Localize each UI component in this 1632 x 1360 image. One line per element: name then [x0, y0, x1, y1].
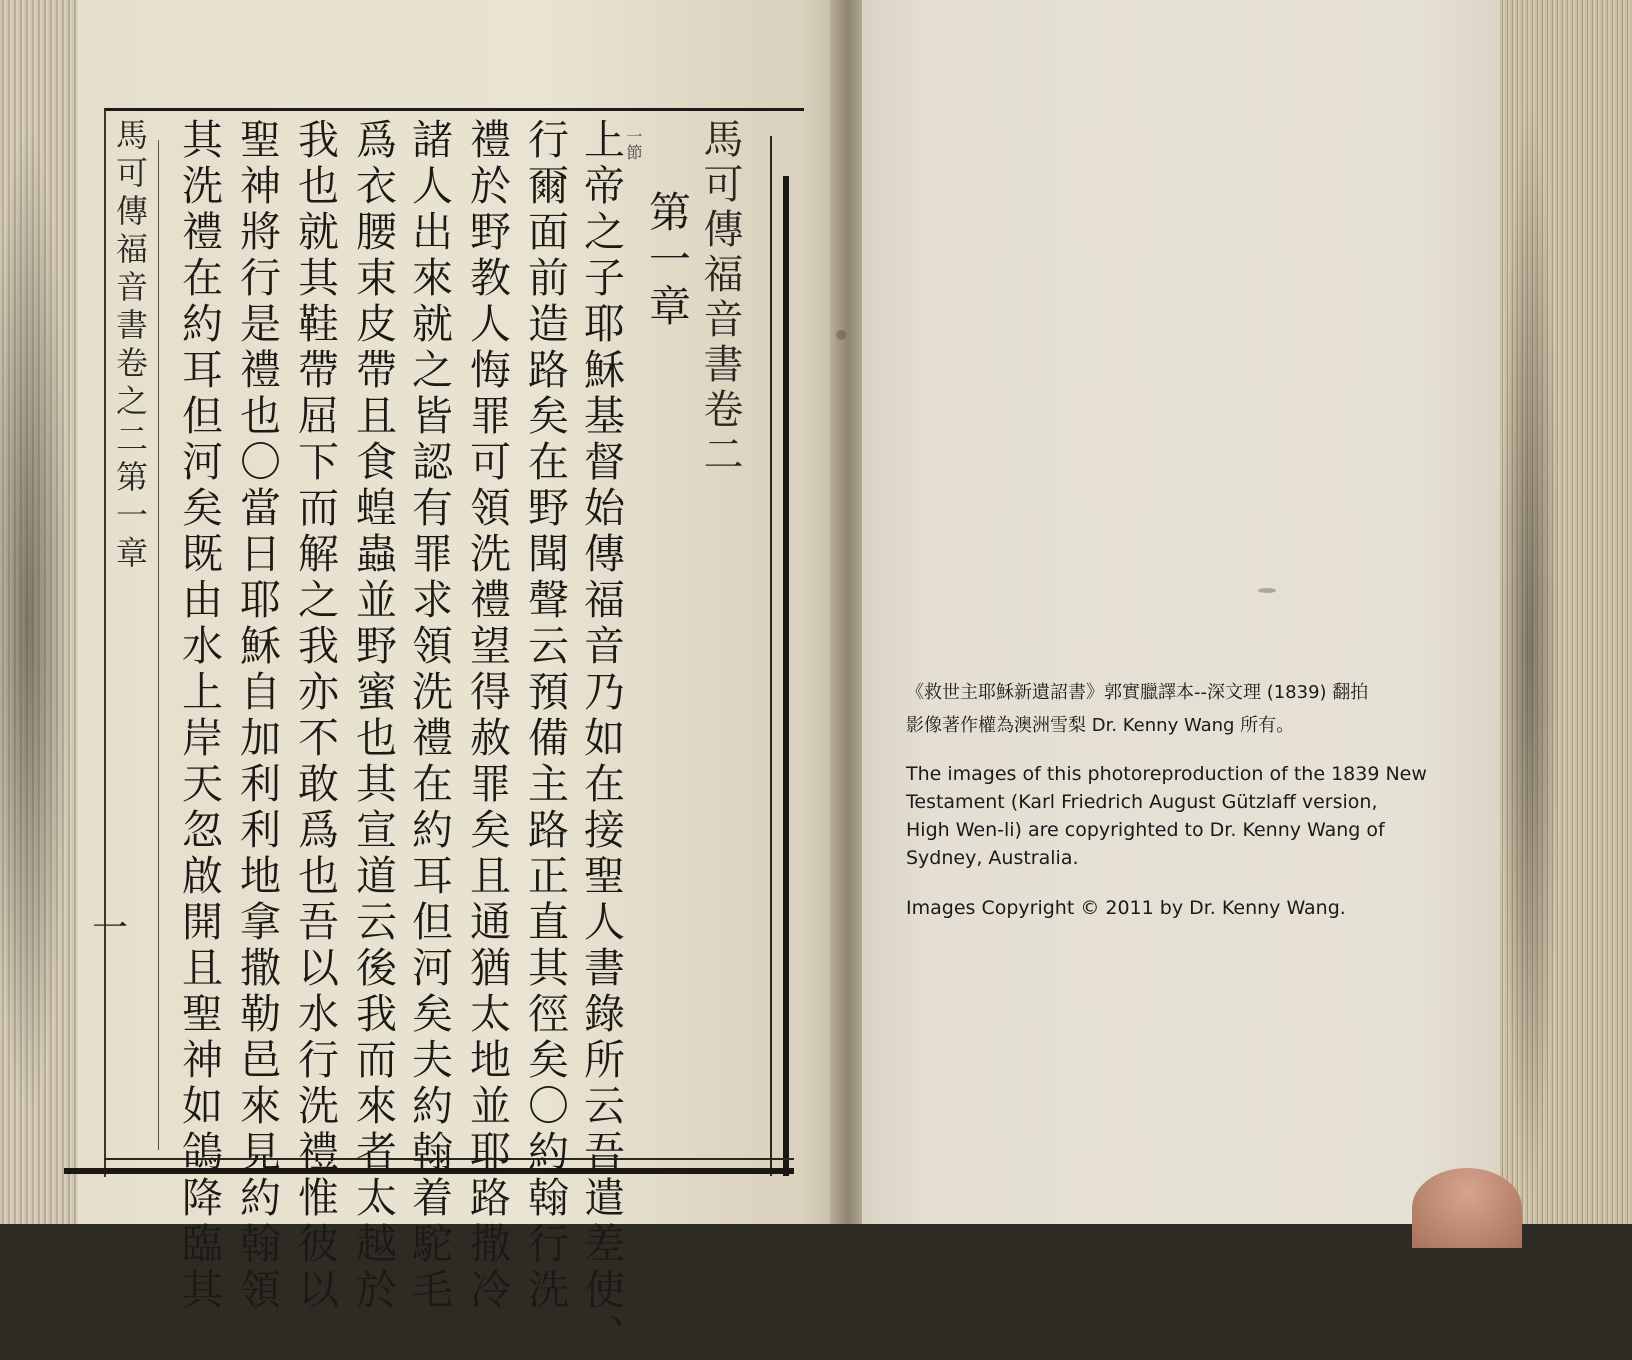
text-column-5: 爲衣腰束皮帶且食蝗蟲並野蜜也其宣道云後我而來者太越於 [349, 118, 397, 1314]
text-column-4: 諸人出來就之皆認有罪求領洗禮在約耳但河矣夫約翰着駝毛 [405, 118, 453, 1314]
section-marker: 一節 [624, 128, 643, 160]
text-column-7: 聖神將行是禮也〇當日耶穌自加利利地拿撒勒邑來見約翰領 [233, 118, 281, 1314]
right-edge-shadow [1500, 100, 1560, 1200]
copyright-notice [906, 676, 1486, 922]
notice-en-line-2: Testament (Karl Friedrich August Gützlaff version, [906, 791, 1378, 813]
margin-title-column: 馬可傳福音書卷之二第一章 [111, 118, 149, 574]
page-blemish [1258, 588, 1276, 593]
page-folio: 一 [92, 908, 129, 949]
notice-en-line-4: Sydney, Australia. [906, 847, 1079, 869]
copyright-line: Images Copyright © 2011 by Dr. Kenny Wang. [906, 897, 1346, 919]
text-column-3: 禮於野教人悔罪可領洗禮望得赦罪矣且通猶太地並耶路撒冷 [463, 118, 511, 1314]
print-frame-right-rule [783, 176, 789, 1176]
text-column-2: 行爾面前造路矣在野聞聲云預備主路正直其徑矣〇約翰行洗 [521, 118, 569, 1314]
notice-zh-line-2: 影像著作權為澳洲雪梨 Dr. Kenny Wang 所有。 [906, 715, 1295, 736]
chapter-heading: 第一章 [643, 190, 692, 331]
notice-zh-line-1: 《救世主耶穌新遺詔書》郭實臘譯本--深文理 (1839) 翻拍 [906, 682, 1369, 703]
left-edge-shadow [0, 120, 70, 1120]
text-column-6: 我也就其鞋帶屈下而解之我亦不敢爲也吾以水行洗禮惟彼以 [291, 118, 339, 1314]
book-title-column: 馬可傳福音書卷二 [697, 118, 743, 478]
notice-en-line-1: The images of this photoreproduction of the 1839 New [906, 763, 1427, 785]
margin-column-rule [158, 140, 159, 1150]
right-page [862, 0, 1552, 1224]
print-frame-right-thin-rule [770, 136, 772, 1176]
notice-en-block [906, 760, 1486, 872]
notice-en-line-3: High Wen-li) are copyrighted to Dr. Kenny Wang of [906, 819, 1385, 841]
thumb [1412, 1168, 1522, 1248]
text-column-8: 其洗禮在約耳但河矣既由水上岸天忽啟開且聖神如鴿降臨其 [175, 118, 223, 1314]
page-blemish [836, 330, 846, 340]
text-column-1: 上帝之子耶穌基督始傳福音乃如在接聖人書錄所云吾遣差使、 [577, 118, 625, 1360]
